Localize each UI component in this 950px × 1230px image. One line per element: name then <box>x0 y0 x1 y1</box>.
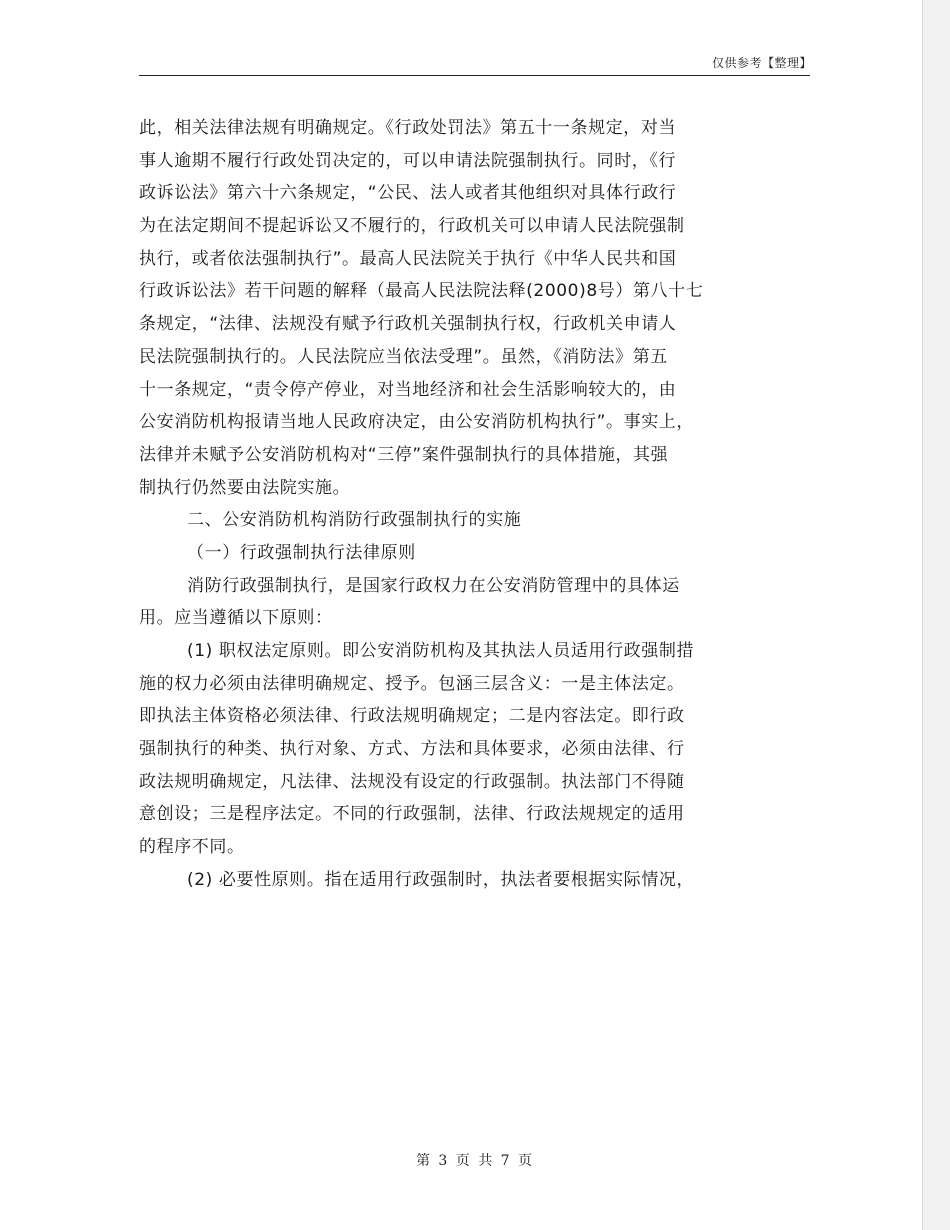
paragraph-line: (1) 职权法定原则。即公安消防机构及其执法人员适用行政强制措 <box>187 641 695 661</box>
paragraph-line: 的程序不同。 <box>139 837 245 858</box>
paragraph-line: 政法规明确规定，凡法律、法规没有设定的行政强制。执法部门不得随 <box>139 771 685 792</box>
paragraph-line: 十一条规定，“责令停产停业，对当地经济和社会生活影响较大的，由 <box>139 379 677 400</box>
paragraph-line: 消防行政强制执行，是国家行政权力在公安消防管理中的具体运 <box>187 575 680 596</box>
paragraph-line: 条规定，“法律、法规没有赋予行政机关强制执行权，行政机关申请人 <box>139 314 677 335</box>
paragraph-line: 强制执行的种类、执行对象、方式、方法和具体要求，必须由法律、行 <box>139 739 685 760</box>
paragraph-line: 用。应当遵循以下原则： <box>139 608 333 629</box>
paragraph-line: 制执行仍然要由法院实施。 <box>139 477 351 498</box>
paragraph-line: 事人逾期不履行行政处罚决定的，可以申请法院强制执行。同时，《行 <box>139 150 677 171</box>
paragraph-line: 即执法主体资格必须法律、行政法规明确规定；二是内容法定。即行政 <box>139 706 685 727</box>
subsection-heading: （一）行政强制执行法律原则 <box>187 542 416 563</box>
section-heading: 二、公安消防机构消防行政强制执行的实施 <box>187 510 522 531</box>
paragraph-line: 为在法定期间不提起诉讼又不履行的，行政机关可以申请人民法院强制 <box>139 216 685 237</box>
paragraph-line: 施的权力必须由法律明确规定、授予。包涵三层含义：一是主体法定。 <box>139 673 685 694</box>
header-note: 仅供参考【整理】 <box>711 56 812 70</box>
paragraph-line: 行政诉讼法》若干问题的解释（最高人民法院法释(2000)8号）第八十七 <box>139 281 704 302</box>
paragraph-line: 意创设；三是程序法定。不同的行政强制，法律、行政法规规定的适用 <box>139 804 685 825</box>
body-text <box>139 112 819 897</box>
paragraph-line: 此，相关法律法规有明确规定。《行政处罚法》第五十一条规定，对当 <box>139 118 677 138</box>
paragraph-line: 民法院强制执行的。人民法院应当依法受理”。虽然，《消防法》第五 <box>139 346 668 367</box>
page-indicator: 第 3 页 共 7 页 <box>415 1153 535 1169</box>
paragraph-line: 公安消防机构报请当地人民政府决定，由公安消防机构执行”。事实上， <box>139 412 695 433</box>
paragraph-line: (2) 必要性原则。指在适用行政强制时，执法者要根据实际情况， <box>187 869 695 890</box>
paragraph-line: 执行，或者依法强制执行”。最高人民法院关于执行《中华人民共和国 <box>139 248 677 269</box>
paragraph-line: 法律并未赋予公安消防机构对“三停”案件强制执行的具体措施，其强 <box>139 444 669 465</box>
header-divider <box>139 75 810 76</box>
paragraph-line: 政诉讼法》第六十六条规定，“公民、法人或者其他组织对具体行政行 <box>139 183 677 204</box>
